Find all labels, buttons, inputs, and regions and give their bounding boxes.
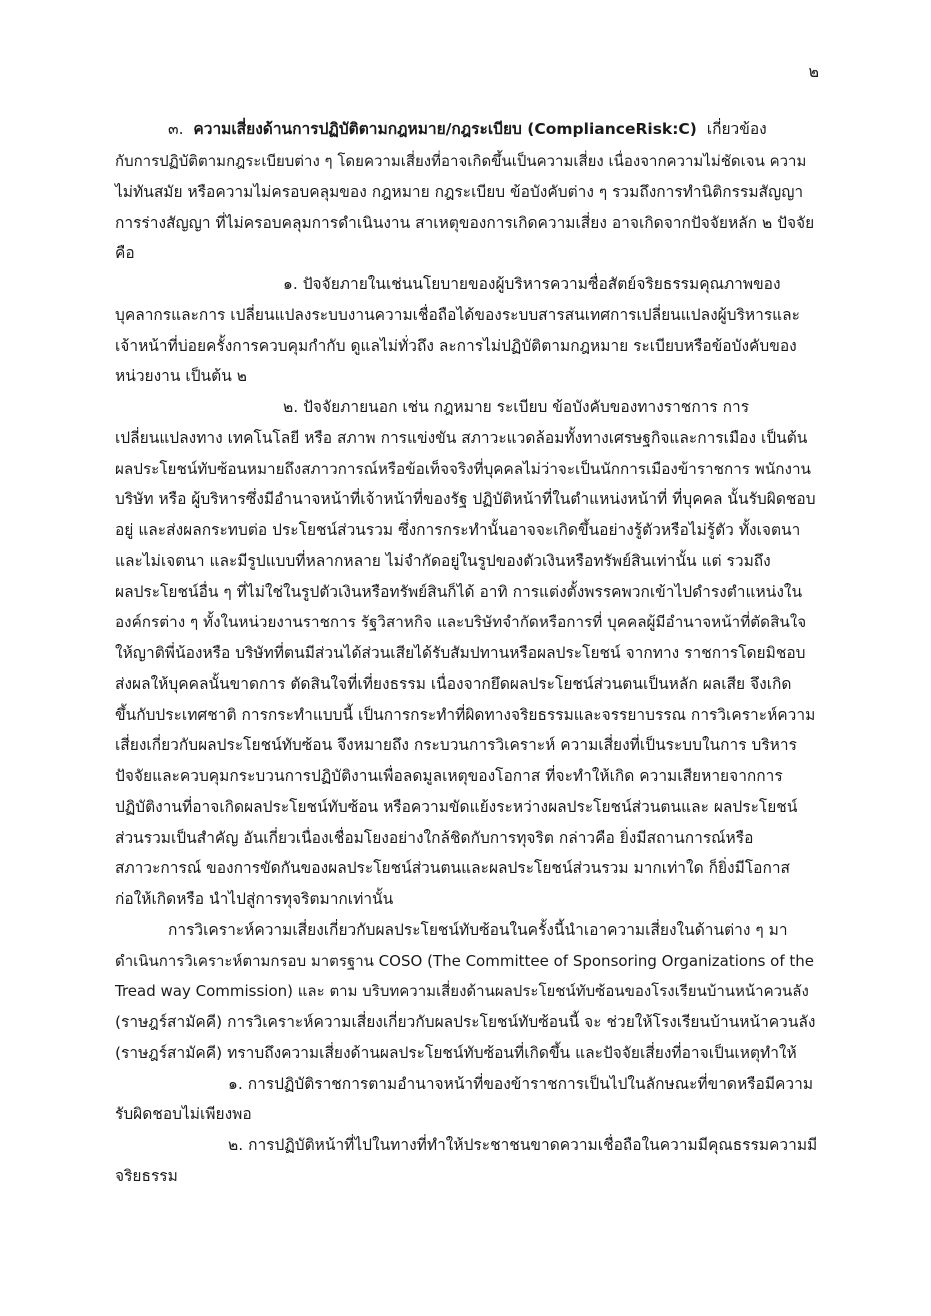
- factor-2-line: ขึ้นกับประเทศชาติ การกระทำแบบนี้ เป็นการกระทำที่ผิดทางจริยธรรมและจรรยาบรรณ การวิเคราะห์ความ: [115, 706, 816, 724]
- factor-2-line: ส่งผลให้บุคคลนั้นขาดการ ตัดสินใจที่เที่ยงธรรม เนื่องจากยึดผลประโยชน์ส่วนตนเป็นหลัก ผลเสีย จึงเกิด: [115, 675, 792, 693]
- factor-2-line: บริษัท หรือ ผู้บริหารซึ่งมีอำนาจหน้าที่เจ้าหน้าที่ของรัฐ ปฏิบัติหน้าที่ในตำแหน่งหน้าที่ ที่บุคคล นั้นรับผิดชอบ: [115, 490, 816, 508]
- factor-2-line: ให้ญาติพี่น้องหรือ บริษัทที่ตนมีส่วนได้ส่วนเสียได้รับสัมปทานหรือผลประโยชน์ จากทาง ราชการโดยมิชอบ: [115, 644, 806, 662]
- analysis-line: (ราษฎร์สามัคคี) การวิเคราะห์ความเสี่ยงเกี่ยวกับผลประโยชน์ทับซ้อนนี้ จะ ช่วยให้โรงเรียนบ้านหน้าควนลัง: [115, 1013, 816, 1031]
- factor-2-line: ผลประโยชน์ทับซ้อนหมายถึงสภาวการณ์หรือข้อเท็จจริงที่บุคคลไม่ว่าจะเป็นนักการเมืองข้าราชการ พนักงาน: [115, 460, 811, 478]
- analysis-line: ดำเนินการวิเคราะห์ตามกรอบ มาตรฐาน COSO (The Committee of Sponsoring Organizations of the: [115, 952, 815, 970]
- risk-1-line: ๑. การปฏิบัติราชการตามอำนาจหน้าที่ของข้าราชการเป็นไปในลักษณะที่ขาดหรือมีความ: [228, 1075, 814, 1093]
- factor-2-line: อยู่ และส่งผลกระทบต่อ ประโยชน์ส่วนรวม ซึ่งการกระทำนั้นอาจจะเกิดขึ้นอย่างรู้ตัวหรือไม่รู้ตัว ทั้งเจตนา: [115, 521, 801, 539]
- section-number: ๓.: [168, 120, 184, 138]
- paragraph-line: กับการปฏิบัติตามกฎระเบียบต่าง ๆ โดยความเสี่ยงที่อาจเกิดขึ้นเป็นความเสี่ยง เนื่องจากความไม่ชัดเจน ความ: [115, 152, 807, 170]
- section-title: ความเสี่ยงด้านการปฏิบัติตามกฎหมาย/กฎระเบียบ (ComplianceRisk:C): [193, 120, 697, 138]
- risk-1-line: รับผิดชอบไม่เพียงพอ: [115, 1105, 252, 1123]
- paragraph-line: การร่างสัญญา ที่ไม่ครอบคลุมการดำเนินงาน สาเหตุของการเกิดความเสี่ยง อาจเกิดจากปัจจัยหลัก ๒ ปัจจัย: [115, 214, 815, 232]
- analysis-line: (ราษฎร์สามัคคี) ทราบถึงความเสี่ยงด้านผลประโยชน์ทับซ้อนที่เกิดขึ้น และปัจจัยเสี่ยงที่อาจเป็นเหตุทำให้: [115, 1044, 797, 1062]
- factor-2-line: ผลประโยชน์อื่น ๆ ที่ไม่ใช่ในรูปตัวเงินหรือทรัพย์สินก็ได้ อาทิ การแต่งตั้งพรรคพวกเข้าไปดำรงตำแหน่งใน: [115, 583, 803, 601]
- risk-2-line: ๒. การปฏิบัติหน้าที่ไปในทางที่ทำให้ประชาชนขาดความเชื่อถือในความมีคุณธรรมความมี: [228, 1136, 818, 1154]
- factor-1-line: ๑. ปัจจัยภายในเช่นนโยบายของผู้บริหารความซื่อสัตย์จริยธรรมคุณภาพของ: [283, 275, 781, 293]
- section-3-heading-line: [168, 120, 767, 139]
- factor-2-line: ก่อให้เกิดหรือ นำไปสู่การทุจริตมากเท่านั้น: [115, 890, 394, 908]
- factor-2-line: เปลี่ยนแปลงทาง เทคโนโลยี หรือ สภาพ การแข่งขัน สภาวะแวดล้อมทั้งทางเศรษฐกิจและการเมือง เป็นต้น: [115, 429, 808, 447]
- risk-2-line: จริยธรรม: [115, 1167, 178, 1185]
- factor-2-line: เสี่ยงเกี่ยวกับผลประโยชน์ทับซ้อน จึงหมายถึง กระบวนการวิเคราะห์ ความเสี่ยงที่เป็นระบบในการ บริหาร: [115, 736, 797, 754]
- paragraph-line: ไม่ทันสมัย หรือความไม่ครอบคลุมของ กฎหมาย กฎระเบียบ ข้อบังคับต่าง ๆ รวมถึงการทำนิติกรรมสัญญา: [115, 183, 804, 201]
- factor-2-line: ปฏิบัติงานที่อาจเกิดผลประโยชน์ทับซ้อน หรือความขัดแย้งระหว่างผลประโยชน์ส่วนตนและ ผลประโยชน์: [115, 798, 798, 816]
- factor-2-line: และไม่เจตนา และมีรูปแบบที่หลากหลาย ไม่จำกัดอยู่ในรูปของตัวเงินหรือทรัพย์สินเท่านั้น แต่ รวมถึง: [115, 552, 771, 570]
- factor-2-line: สภาวะการณ์ ของการขัดกันของผลประโยชน์ส่วนตนและผลประโยชน์ส่วนรวม มากเท่าใด ก็ยิ่งมีโอกาส: [115, 859, 791, 877]
- factor-2-line: องค์กรต่าง ๆ ทั้งในหน่วยงานราชการ รัฐวิสาหกิจ และบริษัทจำกัดหรือการที่ บุคคลผู้มีอำนาจหน้าที่ตัดสินใจ: [115, 613, 807, 631]
- factor-2-line: ปัจจัยและควบคุมกระบวนการปฏิบัติงานเพื่อลดมูลเหตุของโอกาส ที่จะทำให้เกิด ความเสียหายจากการ: [115, 767, 783, 785]
- analysis-line: Tread way Commission) และ ตาม บริบทความเสี่ยงด้านผลประโยชน์ทับซ้อนของโรงเรียนบ้านหน้าควนลัง: [115, 982, 809, 1000]
- paragraph-line: คือ: [115, 244, 135, 262]
- factor-1-line: เจ้าหน้าที่บ่อยครั้งการควบคุมกำกับ ดูแลไม่ทั่วถึง ละการไม่ปฏิบัติตามกฎหมาย ระเบียบหรือข้อบังคับของ: [115, 337, 797, 355]
- factor-2-line: ๒. ปัจจัยภายนอก เช่น กฎหมาย ระเบียบ ข้อบังคับของทางราชการ การ: [283, 398, 750, 416]
- factor-1-line: บุคลากรและการ เปลี่ยนแปลงระบบงานความเชื่อถือได้ของระบบสารสนเทศการเปลี่ยนแปลงผู้บริหารและ: [115, 306, 800, 324]
- paragraph-line: เกี่ยวข้อง: [706, 120, 767, 138]
- analysis-line: การวิเคราะห์ความเสี่ยงเกี่ยวกับผลประโยชน์ทับซ้อนในครั้งนี้นำเอาความเสี่ยงในด้านต่าง ๆ มา: [168, 921, 788, 939]
- page-number: ๒: [808, 62, 819, 81]
- factor-2-line: ส่วนรวมเป็นสำคัญ อันเกี่ยวเนื่องเชื่อมโยงอย่างใกล้ชิดกับการทุจริต กล่าวคือ ยิ่งมีสถานการณ์หรือ: [115, 829, 754, 847]
- factor-1-line: หน่วยงาน เป็นต้น ๒: [115, 367, 247, 385]
